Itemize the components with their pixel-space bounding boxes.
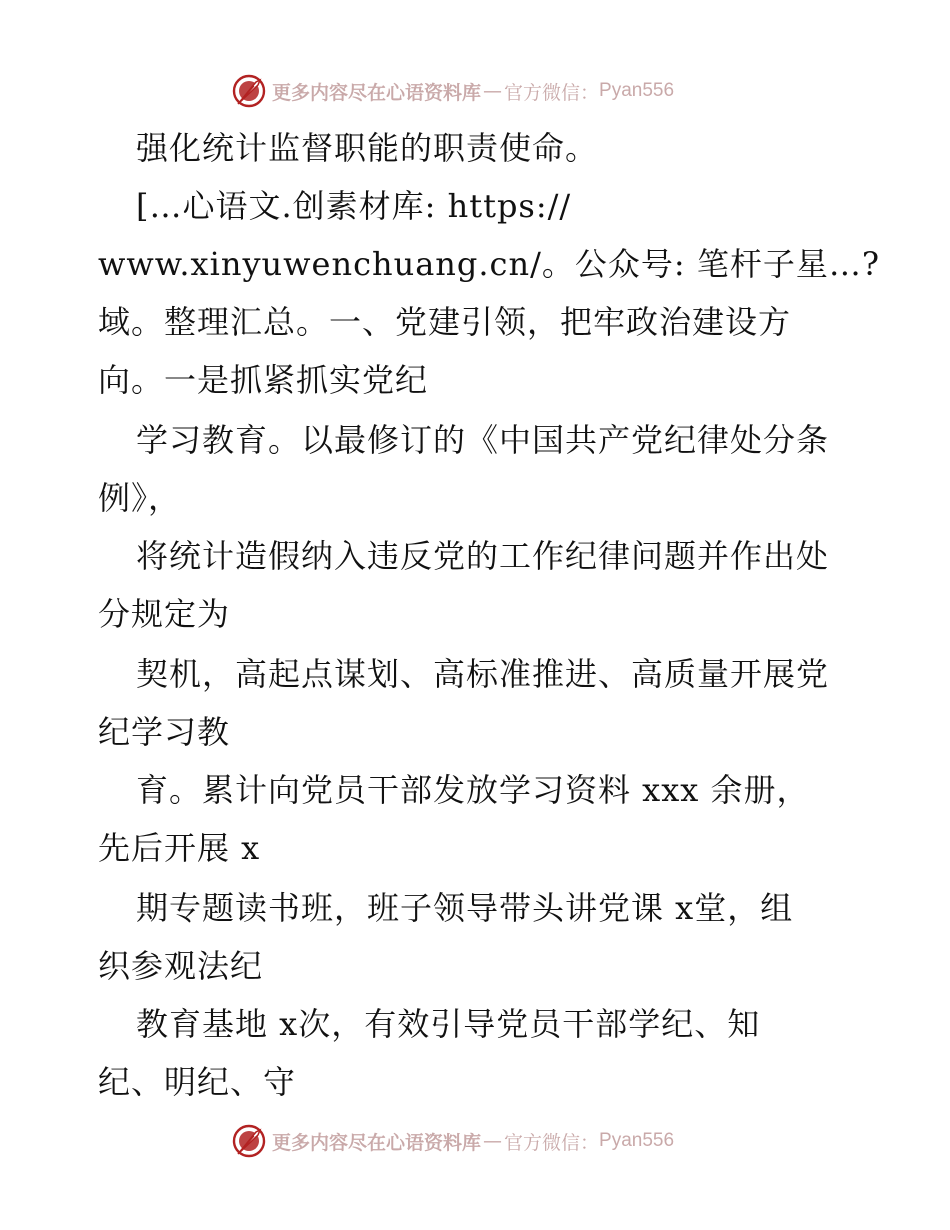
body-line: 强化统计监督职能的职责使命。	[136, 129, 599, 167]
body-line: 教育基地 x次，有效引导党员干部学纪、知	[136, 1005, 761, 1043]
body-line: 纪、明纪、守	[98, 1063, 297, 1101]
header-banner-wechat-label: 官方微信：	[504, 81, 600, 104]
header-banner-text: 更多内容尽在心语资料库	[272, 81, 482, 104]
footer-banner-text: 更多内容尽在心语资料库	[272, 1131, 482, 1154]
body-line: 例》，	[98, 479, 182, 517]
body-line: 分规定为	[98, 595, 231, 633]
footer-banner	[232, 1124, 674, 1158]
header-banner	[232, 74, 674, 108]
body-line: […心语文.创素材库: https://	[136, 187, 572, 225]
body-line: 契机，高起点谋划、高标准推进、高质量开展党	[136, 655, 830, 693]
body-line: 域。整理汇总。一、党建引领，把牢政治建设方	[98, 303, 792, 341]
quill-logo-icon	[232, 1124, 266, 1158]
body-line: 向。一是抓紧抓实党纪	[98, 361, 429, 399]
quill-logo-icon	[232, 74, 266, 108]
footer-banner-wechat-id: Pyan556	[599, 1130, 675, 1151]
body-line: www.xinyuwenchuang.cn/。公众号: 笔杆子星…?	[98, 245, 880, 283]
header-banner-wechat-id: Pyan556	[599, 80, 675, 101]
footer-banner-wechat-label: 官方微信：	[504, 1131, 600, 1154]
body-line: 纪学习教	[98, 713, 231, 751]
body-line: 学习教育。以最修订的《中国共产党纪律处分条	[136, 421, 830, 459]
body-line: 期专题读书班，班子领导带头讲党课 x堂，组	[136, 889, 794, 927]
body-line: 育。累计向党员干部发放学习资料 xxx 余册，	[136, 771, 810, 809]
body-line: 织参观法纪	[98, 947, 264, 985]
body-line: 先后开展 x	[98, 829, 261, 867]
header-banner-dash: —	[483, 80, 503, 102]
footer-banner-dash: —	[483, 1130, 503, 1152]
body-line: 将统计造假纳入违反党的工作纪律问题并作出处	[136, 537, 830, 575]
